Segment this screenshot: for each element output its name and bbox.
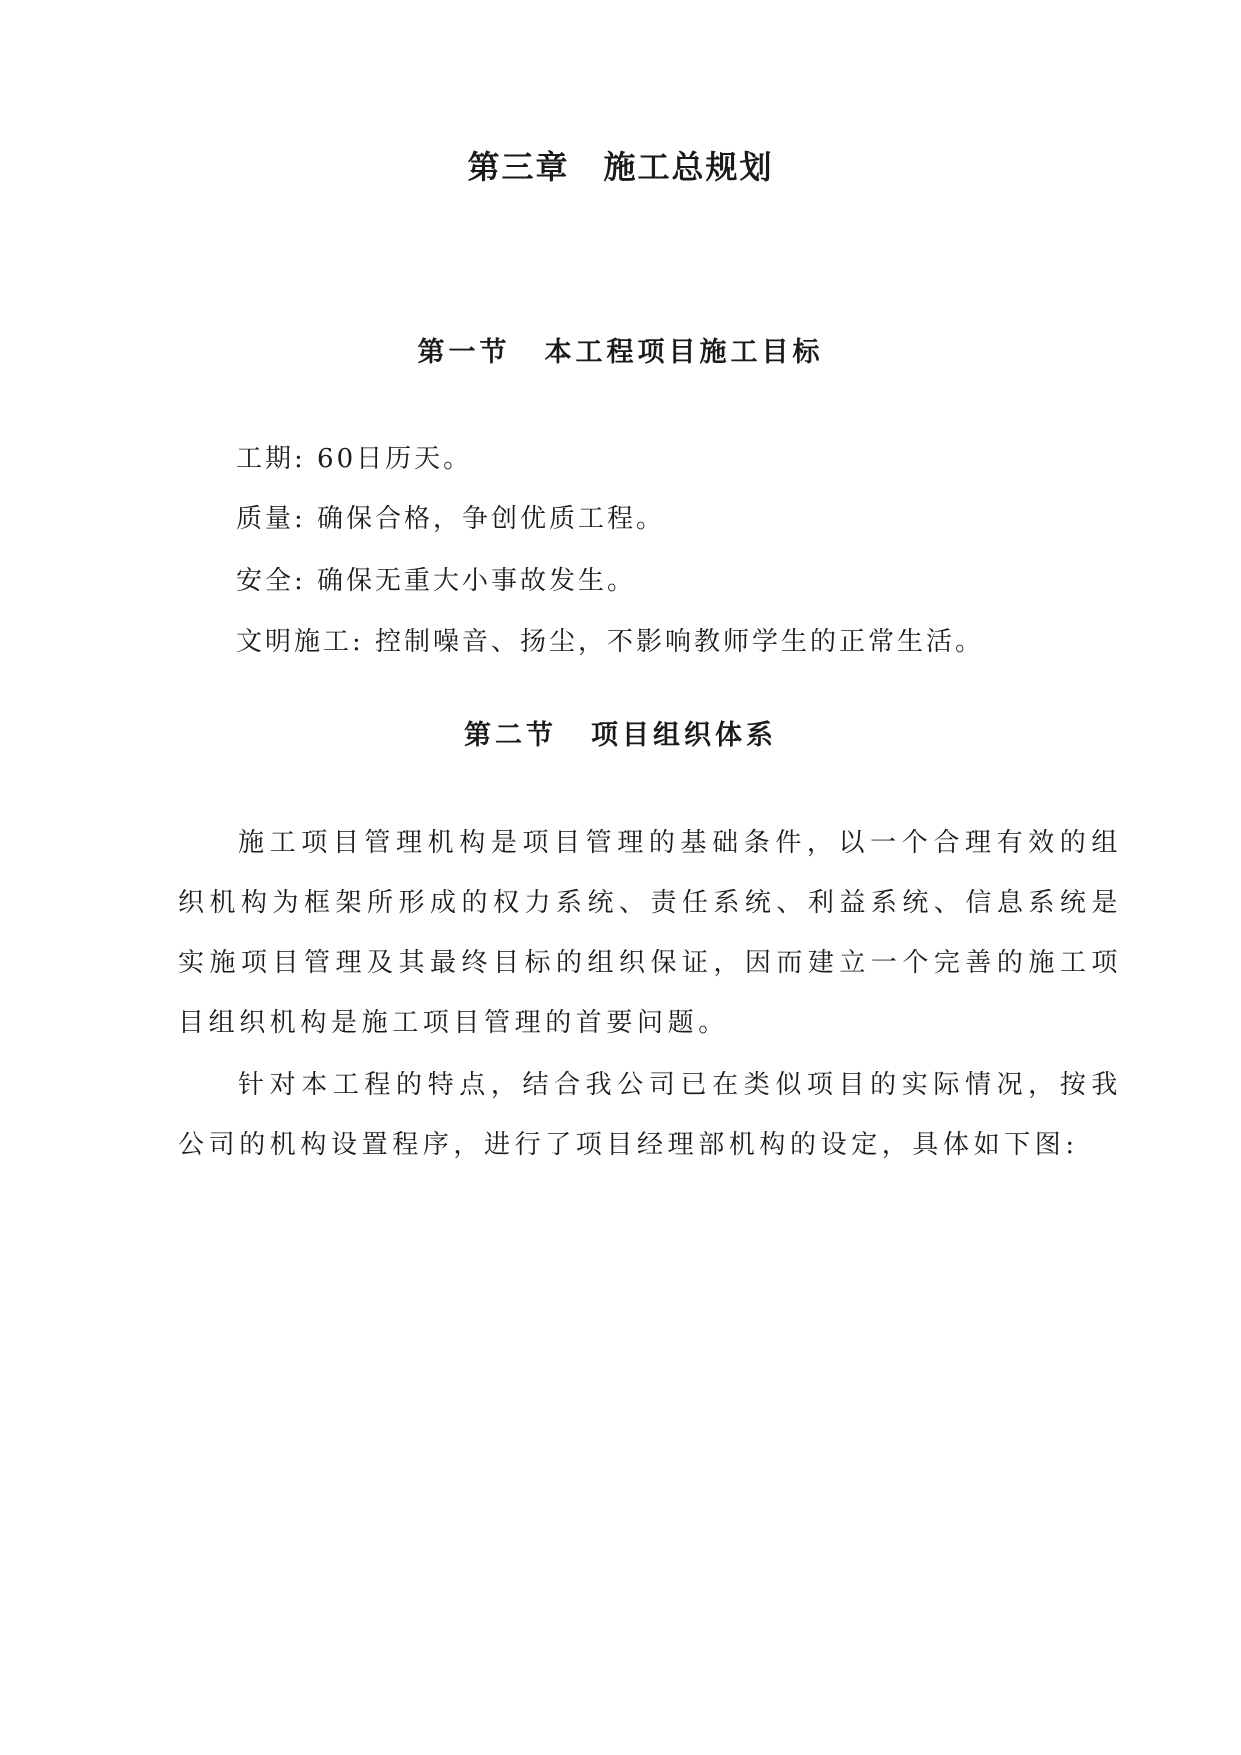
section-1-title	[0, 330, 1241, 369]
section-2-title	[0, 713, 1241, 752]
goal-safety	[236, 560, 636, 597]
goal-schedule	[236, 438, 472, 475]
chapter-title	[0, 142, 1241, 188]
section-1-number: 第一节	[417, 337, 511, 368]
goal-text: 60日历天。	[317, 444, 473, 474]
goal-label: 质量:	[236, 504, 306, 534]
goal-text: 控制噪音、扬尘，不影响教师学生的正常生活。	[375, 627, 985, 657]
goal-text: 确保合格，争创优质工程。	[317, 504, 666, 534]
section-1-name: 本工程项目施工目标	[544, 337, 824, 368]
goal-label: 工期:	[236, 444, 306, 474]
goal-label: 文明施工:	[236, 627, 364, 657]
paragraph-org-structure: 施工项目管理机构是项目管理的基础条件，以一个合理有效的组织机构为框架所形成的权力系统、责任系统、利益系统、信息系统是实施项目管理及其最终目标的组织保证，因而建立一个完善的施工项目组织机构是施工项目管理的首要问题。	[178, 828, 1122, 1038]
section-2-name: 项目组织体系	[591, 720, 777, 751]
section-2-number: 第二节	[464, 720, 557, 751]
goal-civilized-construction	[236, 621, 984, 658]
chapter-name: 施工总规划	[603, 148, 774, 186]
goal-text: 确保无重大小事故发生。	[317, 566, 637, 596]
goal-quality	[236, 498, 665, 535]
paragraph-org-setup: 针对本工程的特点，结合我公司已在类似项目的实际情况，按我公司的机构设置程序，进行了项目经理部机构的设定，具体如下图:	[178, 1070, 1122, 1160]
goal-label: 安全:	[236, 566, 306, 596]
chapter-number: 第三章	[467, 148, 570, 186]
